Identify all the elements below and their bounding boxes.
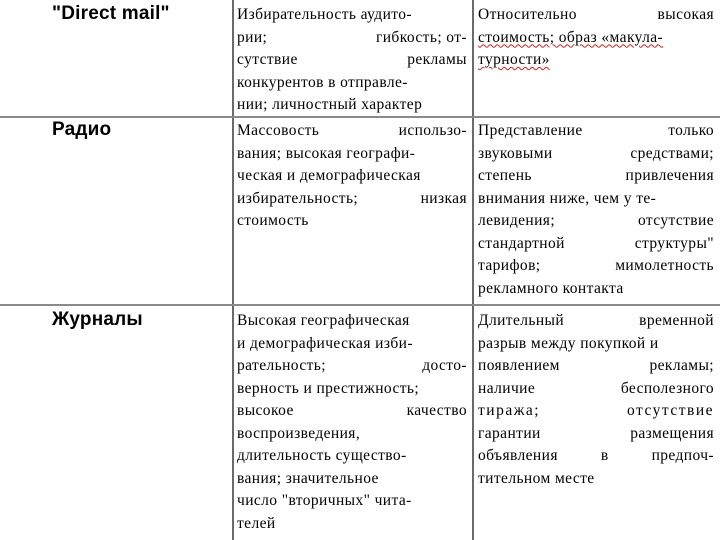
advantages-cell: [237, 4, 467, 117]
text-fragment: размещения: [630, 424, 714, 442]
text-fragment: использо-: [398, 122, 467, 139]
text-fragment: нии; личностный характер: [237, 96, 423, 113]
text-line: [237, 210, 467, 233]
text-fragment: внимания ниже, чем у те-: [478, 189, 657, 207]
text-fragment: вания; высокая географи-: [237, 144, 416, 162]
text-line: [478, 120, 714, 143]
text-fragment: конкурентов в отправле-: [237, 73, 408, 91]
text-fragment: рекламного контакта: [478, 279, 624, 297]
text-fragment: рии;: [237, 28, 268, 46]
text-line: [237, 72, 467, 95]
text-fragment: Избирательность аудито-: [237, 6, 412, 23]
text-fragment: звуковыми: [478, 144, 553, 162]
text-fragment: рекламы;: [649, 357, 714, 374]
text-fragment: появлением: [478, 357, 560, 374]
text-fragment: длительность существо-: [237, 447, 407, 464]
text-fragment: вания; значительное: [237, 469, 379, 487]
text-fragment: степень: [478, 167, 532, 184]
text-line: [237, 445, 467, 468]
text-fragment: Высокая географическая: [237, 312, 410, 329]
text-line: [237, 333, 467, 356]
text-line: [237, 355, 467, 378]
text-line: [478, 378, 714, 401]
text-fragment: структуры": [634, 234, 714, 252]
media-name-cell: [52, 119, 111, 141]
text-fragment: стоимость: [237, 212, 309, 229]
text-fragment: разрыв между покупкой и: [478, 334, 659, 352]
text-fragment: качество: [406, 402, 467, 419]
text-line: [237, 400, 467, 423]
text-fragment: наличие: [478, 379, 536, 397]
text-line: [478, 355, 714, 378]
advantages-cell: [237, 120, 467, 233]
text-fragment: низкая: [420, 189, 467, 207]
text-line: [478, 49, 714, 72]
media-name-cell: [52, 309, 143, 331]
text-line: [237, 468, 467, 491]
text-line: [237, 27, 467, 50]
text-line: [478, 233, 714, 256]
text-fragment: воспроизведения,: [237, 424, 361, 442]
text-fragment: только: [668, 122, 714, 139]
text-line: [237, 310, 467, 333]
text-line: [237, 165, 467, 188]
text-line: [478, 278, 714, 301]
media-name-cell: [52, 3, 170, 25]
advantages-cell: [237, 310, 467, 535]
text-fragment: Представление: [478, 122, 583, 139]
text-fragment: телей: [237, 514, 276, 532]
text-line: [237, 423, 467, 446]
text-fragment: тиража;: [478, 402, 541, 419]
text-line: [478, 333, 714, 356]
text-line: [237, 188, 467, 211]
text-fragment: бесполезного: [620, 379, 714, 397]
text-line: [237, 378, 467, 401]
text-fragment: и демографическая изби-: [237, 334, 413, 352]
text-fragment: Длительный: [478, 312, 565, 329]
text-line: [237, 49, 467, 72]
disadvantages-cell: [478, 120, 714, 300]
text-line: [478, 165, 714, 188]
text-line: [478, 210, 714, 233]
text-fragment: Относительно: [478, 6, 577, 23]
text-line: [237, 143, 467, 166]
text-line: [237, 513, 467, 536]
text-fragment: временной: [639, 312, 714, 329]
text-fragment: отсутствие: [626, 402, 714, 419]
text-fragment: отсутствие: [637, 212, 714, 229]
text-fragment: гарантии: [478, 424, 541, 442]
text-fragment: высокое: [237, 402, 294, 419]
column-divider: [472, 0, 474, 540]
column-divider: [232, 0, 234, 540]
text-fragment: стоимость; образ «макула-: [478, 28, 664, 46]
text-fragment: ческая и демографическая: [237, 167, 421, 184]
disadvantages-cell: [478, 4, 714, 72]
text-line: [478, 143, 714, 166]
text-line: [478, 188, 714, 211]
text-fragment: объявления: [478, 447, 558, 464]
text-line: [237, 4, 467, 27]
text-fragment: в: [600, 447, 609, 464]
media-name: Журналы: [52, 309, 143, 330]
text-fragment: тарифов;: [478, 257, 541, 274]
text-fragment: рательность;: [237, 357, 326, 374]
text-line: [478, 4, 714, 27]
text-fragment: привлечения: [625, 167, 714, 184]
text-line: [478, 423, 714, 446]
text-fragment: предпоч-: [651, 447, 714, 464]
text-line: [478, 310, 714, 333]
row-divider: [0, 304, 720, 306]
text-fragment: мимолетность: [615, 257, 714, 274]
text-line: [237, 120, 467, 143]
text-line: [478, 400, 714, 423]
text-fragment: гибкость; от-: [375, 28, 467, 46]
text-fragment: левидения;: [478, 212, 556, 229]
text-fragment: тительном месте: [478, 469, 595, 487]
text-fragment: средствами;: [630, 144, 714, 162]
text-fragment: избирательность;: [237, 189, 359, 207]
text-fragment: стандартной: [478, 234, 565, 252]
text-fragment: Массовость: [237, 122, 320, 139]
text-line: [478, 255, 714, 278]
text-fragment: сутствие: [237, 51, 298, 68]
disadvantages-cell: [478, 310, 714, 490]
text-line: [237, 94, 467, 117]
text-line: [237, 490, 467, 513]
text-fragment: досто-: [422, 357, 467, 374]
text-line: [478, 27, 714, 50]
media-name: Радио: [52, 119, 112, 140]
text-fragment: высокая: [657, 6, 714, 23]
text-fragment: рекламы: [407, 51, 467, 68]
text-fragment: число "вторичных" чита-: [237, 492, 412, 509]
text-line: [478, 445, 714, 468]
text-line: [478, 468, 714, 491]
text-fragment: турности»: [478, 51, 550, 68]
media-name: "Direct mail": [52, 3, 170, 24]
text-fragment: верность и престижность;: [237, 379, 420, 397]
